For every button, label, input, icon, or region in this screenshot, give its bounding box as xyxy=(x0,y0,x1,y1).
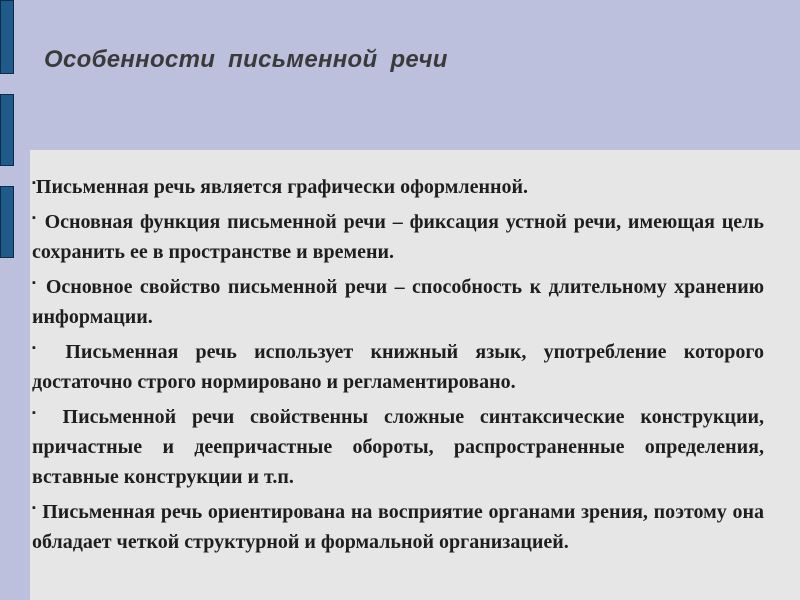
list-item-text: Письменная речь является графически оформленной. xyxy=(35,176,529,198)
bullet-icon: ▪ xyxy=(32,277,39,289)
bullet-icon: ▪ xyxy=(32,407,47,419)
content-panel xyxy=(30,150,800,600)
bullet-icon: ▪ xyxy=(32,212,38,224)
list-item-text: Письменная речь ориентирована на восприятие органами зрения, поэтому она обладает четкой структурной и формальной организацией. xyxy=(32,501,764,553)
accent-bar-middle xyxy=(0,94,14,166)
list-item xyxy=(32,497,764,557)
accent-bar-top xyxy=(0,0,14,74)
bullet-icon: ▪ xyxy=(32,502,37,514)
list-item xyxy=(32,172,764,202)
list-item xyxy=(32,272,764,332)
slide-title: Особенности письменной речи xyxy=(44,46,448,73)
bullet-icon: ▪ xyxy=(32,342,49,354)
list-item xyxy=(32,402,764,492)
list-item xyxy=(32,337,764,397)
list-item-text: Основная функция письменной речи – фиксация устной речи, имеющая цель сохранить ее в пространстве и времени. xyxy=(32,211,764,263)
bullet-icon: ▪ xyxy=(32,177,36,189)
accent-bar-bottom xyxy=(0,186,14,258)
list-item-text: Основное свойство письменной речи – способность к длительному хранению информации. xyxy=(32,276,764,328)
list-item xyxy=(32,207,764,267)
list-item-text: Письменная речь использует книжный язык, употребление которого достаточно строго нормировано и регламентировано. xyxy=(32,341,765,393)
list-item-text: Письменной речи свойственны сложные синтаксические конструкции, причастные и деепричастные обороты, распространенные определения, вставные конструкции и т.п. xyxy=(32,406,764,488)
